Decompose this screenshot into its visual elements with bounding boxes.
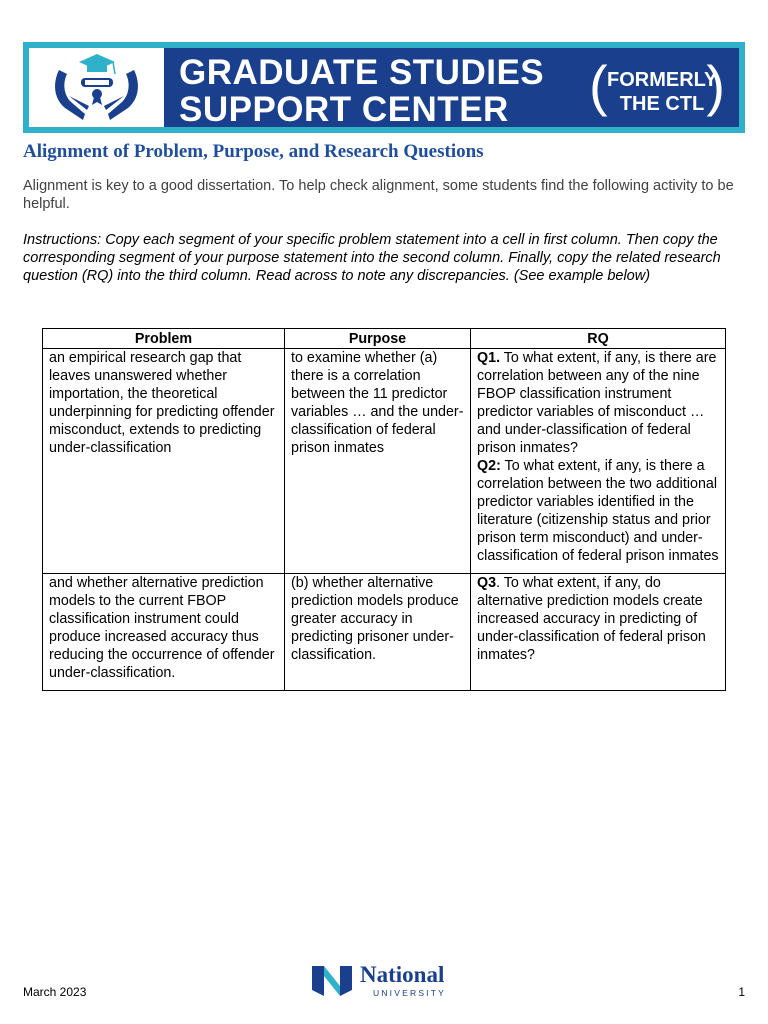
right-paren: ) <box>706 54 725 117</box>
problem-cell: an empirical research gap that leaves unanswered whether importation, the theoretical underpinning for predicting offender misconduct, extends to predicting under-classification <box>43 349 285 574</box>
instructions-paragraph: Instructions: Copy each segment of your specific problem statement into a cell in first column. Then copy the corresponding segment of your purpose statement into the second column. Finally, copy the related research question (RQ) into the third column. Read across to note any discrepancies. (See example below) <box>23 232 721 284</box>
left-paren: ( <box>589 54 608 117</box>
logo-name: National <box>360 962 445 987</box>
rq-text: To what extent, if any, is there are correlation between any of the nine FBOP classification instrument predictor variables of misconduct … and under-classification of federal prison inmates? <box>477 350 717 456</box>
rq-text: . To what extent, if any, do alternative prediction models create increased accuracy in predicting of under-classification of federal prison inmates? <box>477 575 706 663</box>
purpose-cell: to examine whether (a) there is a correlation between the 11 predictor variables … and the under-classification of federal prison inmates <box>285 349 471 574</box>
page-title: Alignment of Problem, Purpose, and Research Questions <box>23 141 484 162</box>
table-header-row <box>43 329 726 349</box>
logo-subtitle: UNIVERSITY <box>373 988 447 998</box>
header-banner <box>23 42 745 133</box>
header-rq: RQ <box>471 329 726 349</box>
formerly-text <box>607 68 717 116</box>
national-university-logo <box>310 964 460 1000</box>
national-university-n-icon <box>310 964 356 998</box>
rq-label: Q1. <box>477 350 501 366</box>
logo-box <box>29 48 164 127</box>
table-row <box>43 574 726 691</box>
formerly-line2: THE CTL <box>619 93 705 115</box>
header-purpose: Purpose <box>285 329 471 349</box>
header-problem: Problem <box>43 329 285 349</box>
graduation-hands-icon <box>29 48 164 127</box>
alignment-table <box>42 328 726 691</box>
table-row <box>43 349 726 574</box>
formerly-line1: FORMERLY <box>607 69 718 91</box>
intro-paragraph: Alignment is key to a good dissertation. To help check alignment, some students find the following activity to be helpful. <box>23 178 734 212</box>
footer-date: March 2023 <box>23 985 87 999</box>
rq-text: To what extent, if any, is there a correlation between the two additional predictor variables identified in the literature (citizenship status and prior prison term misconduct) and under-classification of federal prison inmates <box>477 458 719 564</box>
banner-panel <box>29 48 739 127</box>
rq-item <box>477 574 719 664</box>
rq-cell <box>471 574 726 691</box>
rq-label: Q2: <box>477 458 501 474</box>
problem-cell: and whether alternative prediction models to the current FBOP classification instrument could produce increased accuracy thus reducing the occurrence of offender under-classification. <box>43 574 285 691</box>
rq-item <box>477 457 719 565</box>
rq-item <box>477 349 719 457</box>
banner-title-line1: GRADUATE STUDIES <box>179 53 545 92</box>
rq-cell <box>471 349 726 574</box>
purpose-cell: (b) whether alternative prediction models produce greater accuracy in predicting prisoner under-classification. <box>285 574 471 691</box>
page-number: 1 <box>738 985 745 999</box>
banner-title-line2: SUPPORT CENTER <box>179 90 509 129</box>
banner-title <box>179 54 544 128</box>
formerly-note <box>589 54 729 118</box>
rq-label: Q3 <box>477 575 497 591</box>
